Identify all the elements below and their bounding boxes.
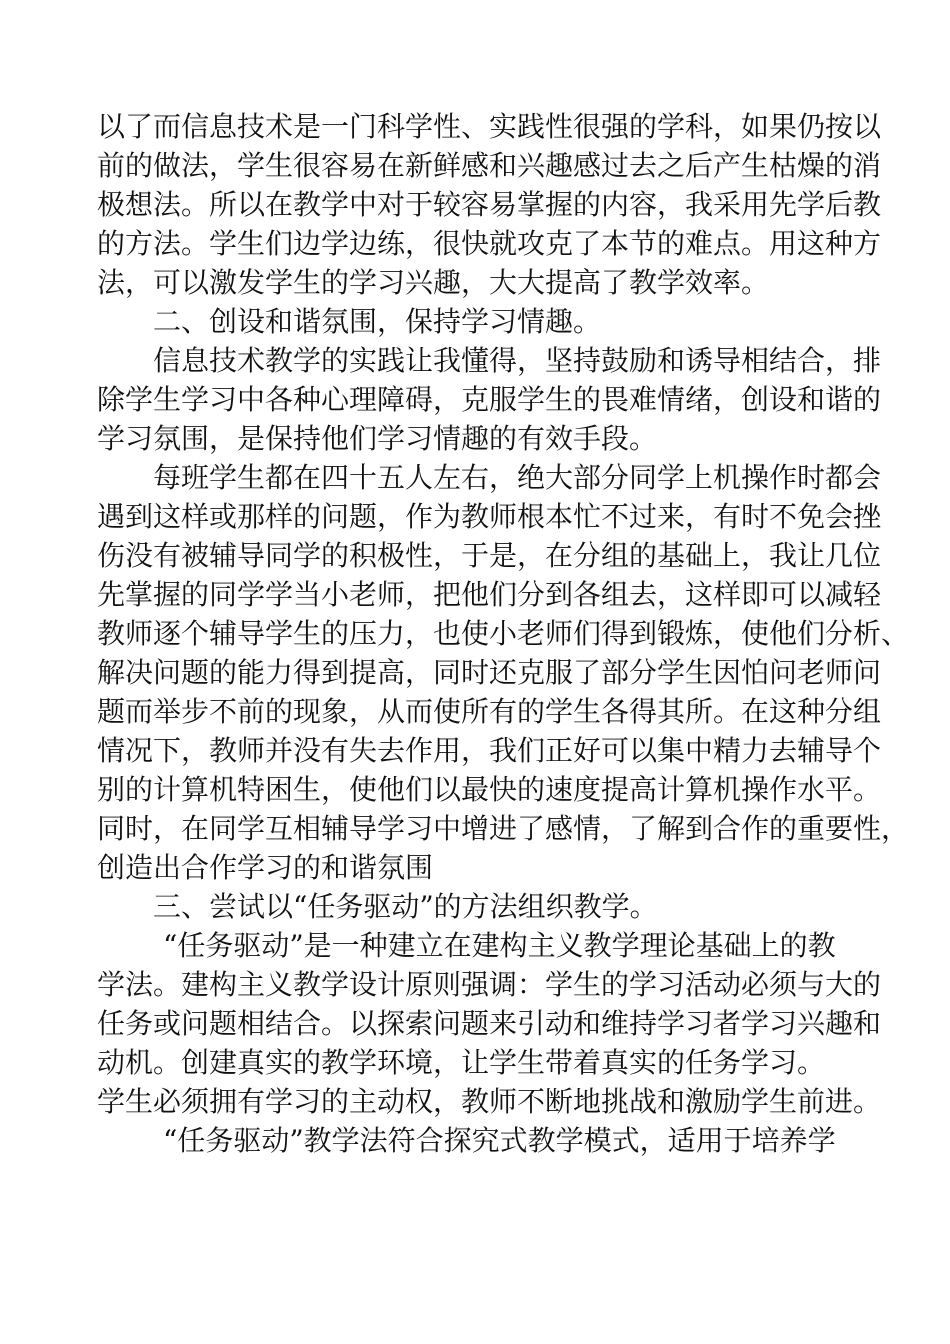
text-line: 遇到这样或那样的问题，作为教师根本忙不过来，有时不免会挫 (97, 500, 882, 533)
paragraph-first-line: “任务驱动”是一种建立在建构主义教学理论基础上的教 (163, 929, 836, 962)
text-line: 动机。创建真实的教学环境，让学生带着真实的任务学习。 (97, 1046, 826, 1079)
text-line: 伤没有被辅导同学的积极性，于是，在分组的基础上，我让几位 (97, 539, 882, 572)
text-line: 除学生学习中各种心理障碍，克服学生的畏难情绪，创设和谐的 (97, 383, 882, 416)
text-line: 先掌握的同学学当小老师，把他们分到各组去，这样即可以减轻 (97, 578, 882, 611)
text-line: 极想法。所以在教学中对于较容易掌握的内容，我采用先学后教 (97, 188, 882, 221)
paragraph-first-line: 信息技术教学的实践让我懂得，坚持鼓励和诱导相结合，排 (153, 344, 882, 377)
text-line: 任务或问题相结合。以探索问题来引动和维持学习者学习兴趣和 (97, 1007, 882, 1040)
text-line: 法，可以激发学生的学习兴趣，大大提高了教学效率。 (97, 266, 770, 299)
text-line: 学法。建构主义教学设计原则强调：学生的学习活动必须与大的 (97, 968, 882, 1001)
text-line: 解决问题的能力得到提高，同时还克服了部分学生因怕问老师问 (97, 656, 882, 689)
text-line: 同时，在同学互相辅导学习中增进了感情，了解到合作的重要性， (97, 812, 910, 845)
text-line: 别的计算机特困生，使他们以最快的速度提高计算机操作水平。 (97, 773, 882, 806)
text-line: 创造出合作学习的和谐氛围 (97, 851, 434, 884)
section-heading: 二、创设和谐氛围，保持学习情趣。 (153, 305, 602, 338)
text-line: 以了而信息技术是一门科学性、实践性很强的学科，如果仍按以 (97, 110, 882, 143)
paragraph-first-line: 每班学生都在四十五人左右，绝大部分同学上机操作时都会 (153, 461, 882, 494)
text-line: 学习氛围，是保持他们学习情趣的有效手段。 (97, 422, 658, 455)
text-line: 情况下，教师并没有失去作用，我们正好可以集中精力去辅导个 (97, 734, 882, 767)
paragraph-first-line: “任务驱动”教学法符合探究式教学模式，适用于培养学 (163, 1124, 836, 1157)
text-line: 教师逐个辅导学生的压力，也使小老师们得到锻炼，使他们分析、 (97, 617, 910, 650)
text-line: 的方法。学生们边学边练，很快就攻克了本节的难点。用这种方 (97, 227, 882, 260)
section-heading: 三、尝试以“任务驱动”的方法组织教学。 (153, 890, 658, 923)
document-body (97, 107, 910, 1160)
text-line: 前的做法，学生很容易在新鲜感和兴趣感过去之后产生枯燥的消 (97, 149, 882, 182)
text-line: 题而举步不前的现象，从而使所有的学生各得其所。在这种分组 (97, 695, 882, 728)
text-line: 学生必须拥有学习的主动权，教师不断地挑战和激励学生前进。 (97, 1085, 882, 1118)
